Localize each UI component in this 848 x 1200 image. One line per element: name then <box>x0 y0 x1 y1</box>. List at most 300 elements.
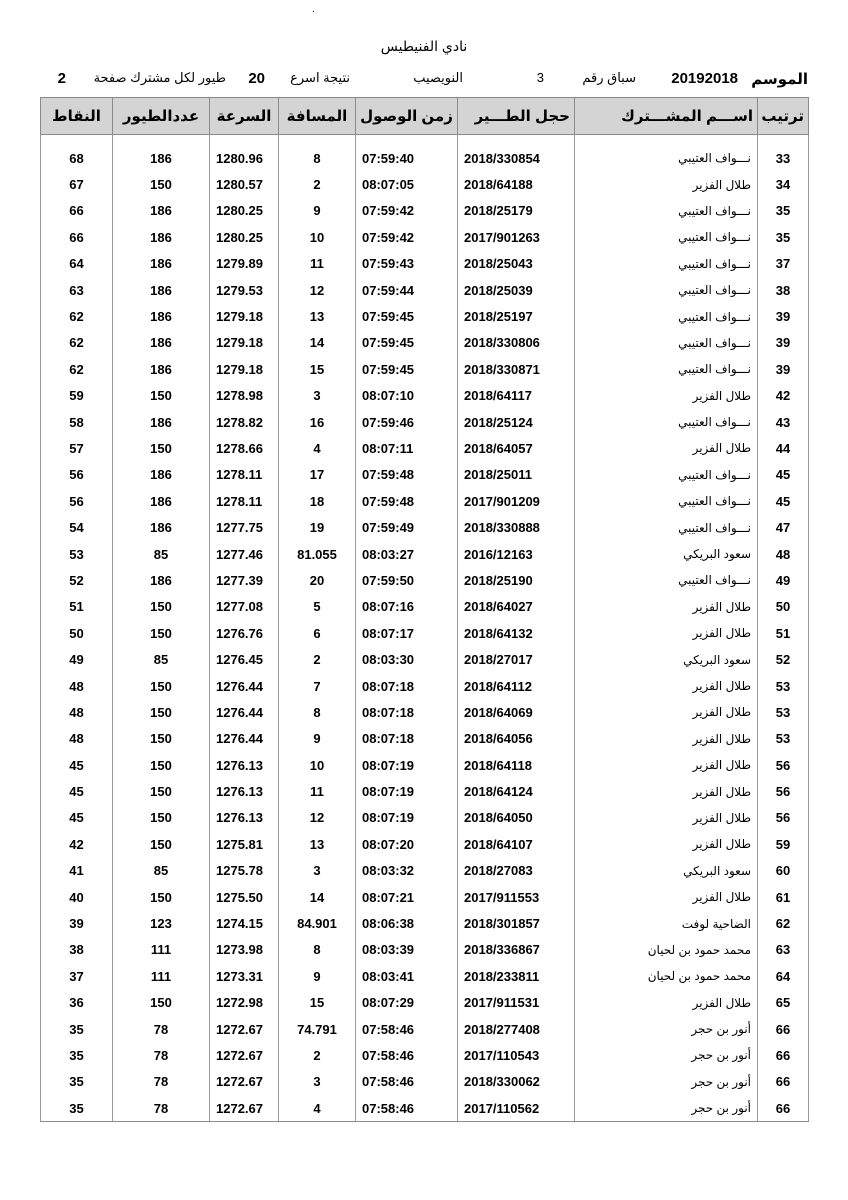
arrival-time-cell: 08:07:05 <box>356 171 458 197</box>
distance-cell: 14 <box>279 884 356 910</box>
bird-count-cell: 150 <box>113 435 210 461</box>
per-member-label: طيور لكل مشترك صفحة <box>93 70 226 85</box>
distance-cell: 4 <box>279 1095 356 1122</box>
bird-count-cell: 186 <box>113 514 210 540</box>
arrival-time-cell: 08:07:16 <box>356 594 458 620</box>
ring-number-cell: 2018/330854 <box>458 135 575 172</box>
member-name-cell: نـــواف العتيبي <box>575 356 758 382</box>
ring-number-cell: 2018/336867 <box>458 937 575 963</box>
points-cell: 41 <box>41 858 113 884</box>
ring-number-cell: 2017/911553 <box>458 884 575 910</box>
arrival-time-cell: 08:07:29 <box>356 990 458 1016</box>
page-number: 2 <box>57 70 66 87</box>
result-count: 20 <box>248 70 265 87</box>
table-row <box>41 726 809 752</box>
member-name-cell: سعود البريكي <box>575 541 758 567</box>
rank-cell: 39 <box>758 330 809 356</box>
arrival-time-cell: 08:07:18 <box>356 726 458 752</box>
arrival-time-cell: 08:07:11 <box>356 435 458 461</box>
distance-cell: 3 <box>279 383 356 409</box>
rank-cell: 53 <box>758 726 809 752</box>
points-cell: 38 <box>41 937 113 963</box>
distance-cell: 7 <box>279 673 356 699</box>
arrival-time-cell: 07:59:49 <box>356 514 458 540</box>
speed-cell: 1277.39 <box>210 567 279 593</box>
points-cell: 42 <box>41 831 113 857</box>
arrival-time-cell: 07:59:42 <box>356 224 458 250</box>
speed-cell: 1278.98 <box>210 383 279 409</box>
points-cell: 68 <box>41 135 113 172</box>
ring-number-cell: 2018/25190 <box>458 567 575 593</box>
bird-count-cell: 78 <box>113 1016 210 1042</box>
bird-count-cell: 150 <box>113 990 210 1016</box>
rank-cell: 51 <box>758 620 809 646</box>
arrival-time-cell: 07:58:46 <box>356 1069 458 1095</box>
table-row <box>41 699 809 725</box>
table-row <box>41 884 809 910</box>
distance-cell: 16 <box>279 409 356 435</box>
ring-number-cell: 2018/64107 <box>458 831 575 857</box>
race-info-line <box>40 70 808 90</box>
speed-cell: 1273.31 <box>210 963 279 989</box>
table-row <box>41 567 809 593</box>
distance-cell: 11 <box>279 778 356 804</box>
bird-count-cell: 111 <box>113 963 210 989</box>
speed-cell: 1274.15 <box>210 910 279 936</box>
points-cell: 59 <box>41 383 113 409</box>
col-ring-header: حجل الطـــير <box>458 98 575 135</box>
bird-count-cell: 186 <box>113 251 210 277</box>
points-cell: 48 <box>41 673 113 699</box>
rank-cell: 63 <box>758 937 809 963</box>
arrival-time-cell: 07:58:46 <box>356 1042 458 1068</box>
member-name-cell: طلال الفزير <box>575 805 758 831</box>
ring-number-cell: 2018/277408 <box>458 1016 575 1042</box>
member-name-cell: أنور بن حجر <box>575 1016 758 1042</box>
points-cell: 66 <box>41 224 113 250</box>
member-name-cell: محمد حمود بن لحيان <box>575 937 758 963</box>
arrival-time-cell: 07:59:48 <box>356 488 458 514</box>
speed-cell: 1280.57 <box>210 171 279 197</box>
points-cell: 62 <box>41 356 113 382</box>
points-cell: 35 <box>41 1016 113 1042</box>
distance-cell: 20 <box>279 567 356 593</box>
ring-number-cell: 2018/330062 <box>458 1069 575 1095</box>
rank-cell: 66 <box>758 1095 809 1122</box>
speed-cell: 1278.11 <box>210 488 279 514</box>
points-cell: 63 <box>41 277 113 303</box>
member-name-cell: محمد حمود بن لحيان <box>575 963 758 989</box>
distance-cell: 10 <box>279 224 356 250</box>
col-birds-header: عددالطيور <box>113 98 210 135</box>
bird-count-cell: 150 <box>113 171 210 197</box>
distance-cell: 14 <box>279 330 356 356</box>
speed-cell: 1280.25 <box>210 198 279 224</box>
ring-number-cell: 2018/27083 <box>458 858 575 884</box>
ring-number-cell: 2018/64117 <box>458 383 575 409</box>
points-cell: 39 <box>41 910 113 936</box>
distance-cell: 4 <box>279 435 356 461</box>
rank-cell: 38 <box>758 277 809 303</box>
table-row <box>41 805 809 831</box>
distance-cell: 81.055 <box>279 541 356 567</box>
table-row <box>41 831 809 857</box>
arrival-time-cell: 08:07:21 <box>356 884 458 910</box>
distance-cell: 13 <box>279 303 356 329</box>
rank-cell: 53 <box>758 673 809 699</box>
arrival-time-cell: 08:03:30 <box>356 646 458 672</box>
arrival-time-cell: 08:07:20 <box>356 831 458 857</box>
speed-cell: 1280.96 <box>210 135 279 172</box>
results-body <box>41 135 809 1122</box>
points-cell: 49 <box>41 646 113 672</box>
ring-number-cell: 2016/12163 <box>458 541 575 567</box>
ring-number-cell: 2018/27017 <box>458 646 575 672</box>
season-label: الموسم <box>751 71 808 88</box>
member-name-cell: نـــواف العتيبي <box>575 277 758 303</box>
ring-number-cell: 2018/64124 <box>458 778 575 804</box>
distance-cell: 17 <box>279 462 356 488</box>
table-row <box>41 277 809 303</box>
points-cell: 67 <box>41 171 113 197</box>
points-cell: 58 <box>41 409 113 435</box>
distance-cell: 6 <box>279 620 356 646</box>
bird-count-cell: 150 <box>113 726 210 752</box>
bird-count-cell: 85 <box>113 541 210 567</box>
speed-cell: 1272.67 <box>210 1042 279 1068</box>
ring-number-cell: 2018/301857 <box>458 910 575 936</box>
rank-cell: 53 <box>758 699 809 725</box>
member-name-cell: طلال الفزير <box>575 171 758 197</box>
rank-cell: 64 <box>758 963 809 989</box>
table-row <box>41 620 809 646</box>
arrival-time-cell: 07:59:45 <box>356 330 458 356</box>
col-points-header: النقاط <box>41 98 113 135</box>
speed-cell: 1275.78 <box>210 858 279 884</box>
member-name-cell: نـــواف العتيبي <box>575 514 758 540</box>
table-row <box>41 673 809 699</box>
arrival-time-cell: 08:03:39 <box>356 937 458 963</box>
arrival-time-cell: 08:07:19 <box>356 778 458 804</box>
bird-count-cell: 78 <box>113 1095 210 1122</box>
table-row <box>41 435 809 461</box>
arrival-time-cell: 07:59:50 <box>356 567 458 593</box>
ring-number-cell: 2018/64112 <box>458 673 575 699</box>
arrival-time-cell: 08:07:19 <box>356 752 458 778</box>
rank-cell: 49 <box>758 567 809 593</box>
points-cell: 45 <box>41 805 113 831</box>
distance-cell: 5 <box>279 594 356 620</box>
ring-number-cell: 2017/110543 <box>458 1042 575 1068</box>
points-cell: 56 <box>41 488 113 514</box>
distance-cell: 19 <box>279 514 356 540</box>
bird-count-cell: 186 <box>113 462 210 488</box>
table-row <box>41 224 809 250</box>
table-row <box>41 1016 809 1042</box>
bird-count-cell: 150 <box>113 620 210 646</box>
rank-cell: 56 <box>758 778 809 804</box>
speed-cell: 1277.08 <box>210 594 279 620</box>
points-cell: 45 <box>41 778 113 804</box>
points-cell: 64 <box>41 251 113 277</box>
speed-cell: 1276.13 <box>210 778 279 804</box>
distance-cell: 18 <box>279 488 356 514</box>
arrival-time-cell: 08:06:38 <box>356 910 458 936</box>
rank-cell: 34 <box>758 171 809 197</box>
distance-cell: 84.901 <box>279 910 356 936</box>
points-cell: 54 <box>41 514 113 540</box>
distance-cell: 9 <box>279 963 356 989</box>
ring-number-cell: 2018/330806 <box>458 330 575 356</box>
results-table <box>40 97 809 1122</box>
table-row <box>41 910 809 936</box>
speed-cell: 1275.81 <box>210 831 279 857</box>
bird-count-cell: 85 <box>113 646 210 672</box>
arrival-time-cell: 07:58:46 <box>356 1095 458 1122</box>
table-row <box>41 937 809 963</box>
speed-cell: 1275.50 <box>210 884 279 910</box>
bird-count-cell: 186 <box>113 330 210 356</box>
ring-number-cell: 2017/110562 <box>458 1095 575 1122</box>
table-row <box>41 135 809 172</box>
ring-number-cell: 2018/25179 <box>458 198 575 224</box>
table-row <box>41 488 809 514</box>
table-row <box>41 383 809 409</box>
rank-cell: 33 <box>758 135 809 172</box>
member-name-cell: سعود البريكي <box>575 858 758 884</box>
rank-cell: 52 <box>758 646 809 672</box>
table-row <box>41 1095 809 1122</box>
bird-count-cell: 186 <box>113 488 210 514</box>
rank-cell: 47 <box>758 514 809 540</box>
distance-cell: 2 <box>279 646 356 672</box>
rank-cell: 66 <box>758 1069 809 1095</box>
arrival-time-cell: 07:59:45 <box>356 356 458 382</box>
table-row <box>41 409 809 435</box>
ring-number-cell: 2018/25043 <box>458 251 575 277</box>
distance-cell: 3 <box>279 858 356 884</box>
member-name-cell: طلال الفزير <box>575 620 758 646</box>
arrival-time-cell: 08:07:10 <box>356 383 458 409</box>
member-name-cell: نـــواف العتيبي <box>575 135 758 172</box>
points-cell: 57 <box>41 435 113 461</box>
distance-cell: 74.791 <box>279 1016 356 1042</box>
rank-cell: 56 <box>758 805 809 831</box>
arrival-time-cell: 07:59:42 <box>356 198 458 224</box>
speed-cell: 1279.18 <box>210 330 279 356</box>
speed-cell: 1276.13 <box>210 805 279 831</box>
member-name-cell: طلال الفزير <box>575 673 758 699</box>
location: النويصيب <box>413 70 463 85</box>
bird-count-cell: 150 <box>113 594 210 620</box>
rank-cell: 42 <box>758 383 809 409</box>
ring-number-cell: 2018/233811 <box>458 963 575 989</box>
table-row <box>41 171 809 197</box>
speed-cell: 1276.44 <box>210 673 279 699</box>
bird-count-cell: 150 <box>113 805 210 831</box>
col-rank-header: ترتيب <box>758 98 809 135</box>
table-row <box>41 303 809 329</box>
arrival-time-cell: 07:59:46 <box>356 409 458 435</box>
arrival-time-cell: 08:07:18 <box>356 699 458 725</box>
points-cell: 62 <box>41 303 113 329</box>
bird-count-cell: 150 <box>113 831 210 857</box>
bird-count-cell: 85 <box>113 858 210 884</box>
arrival-time-cell: 07:59:45 <box>356 303 458 329</box>
ring-number-cell: 2018/64132 <box>458 620 575 646</box>
member-name-cell: طلال الفزير <box>575 594 758 620</box>
speed-cell: 1272.67 <box>210 1069 279 1095</box>
ring-number-cell: 2018/64069 <box>458 699 575 725</box>
bird-count-cell: 150 <box>113 778 210 804</box>
rank-cell: 65 <box>758 990 809 1016</box>
speed-cell: 1280.25 <box>210 224 279 250</box>
member-name-cell: سعود البريكي <box>575 646 758 672</box>
ring-number-cell: 2018/64027 <box>458 594 575 620</box>
points-cell: 48 <box>41 726 113 752</box>
speed-cell: 1276.45 <box>210 646 279 672</box>
distance-cell: 12 <box>279 277 356 303</box>
speed-cell: 1276.44 <box>210 699 279 725</box>
points-cell: 36 <box>41 990 113 1016</box>
distance-cell: 2 <box>279 1042 356 1068</box>
rank-cell: 50 <box>758 594 809 620</box>
distance-cell: 9 <box>279 726 356 752</box>
points-cell: 48 <box>41 699 113 725</box>
speed-cell: 1279.18 <box>210 303 279 329</box>
speed-cell: 1278.66 <box>210 435 279 461</box>
col-distance-header: المسافة <box>279 98 356 135</box>
points-cell: 35 <box>41 1042 113 1068</box>
member-name-cell: طلال الفزير <box>575 383 758 409</box>
distance-cell: 3 <box>279 1069 356 1095</box>
table-row <box>41 778 809 804</box>
ring-number-cell: 2018/330888 <box>458 514 575 540</box>
club-title: نادي الفنيطيس <box>380 38 468 54</box>
speed-cell: 1277.46 <box>210 541 279 567</box>
table-row <box>41 541 809 567</box>
header-row <box>41 98 809 135</box>
bird-count-cell: 186 <box>113 409 210 435</box>
ring-number-cell: 2018/25039 <box>458 277 575 303</box>
points-cell: 40 <box>41 884 113 910</box>
bird-count-cell: 78 <box>113 1042 210 1068</box>
member-name-cell: طلال الفزير <box>575 778 758 804</box>
scan-dot: . <box>312 4 315 15</box>
race-label: سباق رقم <box>582 70 636 85</box>
distance-cell: 8 <box>279 699 356 725</box>
speed-cell: 1272.98 <box>210 990 279 1016</box>
table-row <box>41 356 809 382</box>
rank-cell: 66 <box>758 1042 809 1068</box>
table-row <box>41 594 809 620</box>
rank-cell: 45 <box>758 462 809 488</box>
points-cell: 53 <box>41 541 113 567</box>
distance-cell: 12 <box>279 805 356 831</box>
member-name-cell: أنور بن حجر <box>575 1042 758 1068</box>
points-cell: 50 <box>41 620 113 646</box>
distance-cell: 13 <box>279 831 356 857</box>
table-row <box>41 514 809 540</box>
arrival-time-cell: 08:07:17 <box>356 620 458 646</box>
table-row <box>41 1069 809 1095</box>
distance-cell: 2 <box>279 171 356 197</box>
points-cell: 45 <box>41 752 113 778</box>
arrival-time-cell: 07:59:48 <box>356 462 458 488</box>
arrival-time-cell: 08:03:41 <box>356 963 458 989</box>
table-row <box>41 752 809 778</box>
points-cell: 66 <box>41 198 113 224</box>
member-name-cell: نـــواف العتيبي <box>575 303 758 329</box>
bird-count-cell: 186 <box>113 198 210 224</box>
arrival-time-cell: 07:59:40 <box>356 135 458 172</box>
member-name-cell: نـــواف العتيبي <box>575 251 758 277</box>
bird-count-cell: 186 <box>113 135 210 172</box>
rank-cell: 39 <box>758 303 809 329</box>
speed-cell: 1276.76 <box>210 620 279 646</box>
member-name-cell: نـــواف العتيبي <box>575 198 758 224</box>
bird-count-cell: 111 <box>113 937 210 963</box>
arrival-time-cell: 08:03:32 <box>356 858 458 884</box>
bird-count-cell: 186 <box>113 356 210 382</box>
member-name-cell: طلال الفزير <box>575 990 758 1016</box>
arrival-time-cell: 08:07:19 <box>356 805 458 831</box>
arrival-time-cell: 07:59:43 <box>356 251 458 277</box>
bird-count-cell: 123 <box>113 910 210 936</box>
bird-count-cell: 150 <box>113 752 210 778</box>
member-name-cell: أنور بن حجر <box>575 1095 758 1122</box>
speed-cell: 1279.89 <box>210 251 279 277</box>
member-name-cell: الضاحية لوفت <box>575 910 758 936</box>
points-cell: 51 <box>41 594 113 620</box>
distance-cell: 8 <box>279 135 356 172</box>
points-cell: 35 <box>41 1095 113 1122</box>
rank-cell: 39 <box>758 356 809 382</box>
result-label: نتيجة اسرع <box>290 70 350 85</box>
distance-cell: 9 <box>279 198 356 224</box>
distance-cell: 8 <box>279 937 356 963</box>
rank-cell: 43 <box>758 409 809 435</box>
bird-count-cell: 78 <box>113 1069 210 1095</box>
ring-number-cell: 2017/901263 <box>458 224 575 250</box>
member-name-cell: طلال الفزير <box>575 699 758 725</box>
member-name-cell: طلال الفزير <box>575 435 758 461</box>
rank-cell: 45 <box>758 488 809 514</box>
table-row <box>41 963 809 989</box>
table-row <box>41 330 809 356</box>
rank-cell: 48 <box>758 541 809 567</box>
arrival-time-cell: 08:03:27 <box>356 541 458 567</box>
speed-cell: 1278.11 <box>210 462 279 488</box>
rank-cell: 56 <box>758 752 809 778</box>
points-cell: 56 <box>41 462 113 488</box>
ring-number-cell: 2018/64056 <box>458 726 575 752</box>
season-value: 20192018 <box>671 70 738 87</box>
col-speed-header: السرعة <box>210 98 279 135</box>
rank-cell: 35 <box>758 198 809 224</box>
speed-cell: 1278.82 <box>210 409 279 435</box>
table-row <box>41 858 809 884</box>
member-name-cell: نـــواف العتيبي <box>575 488 758 514</box>
member-name-cell: نـــواف العتيبي <box>575 409 758 435</box>
member-name-cell: طلال الفزير <box>575 884 758 910</box>
table-row <box>41 462 809 488</box>
speed-cell: 1276.13 <box>210 752 279 778</box>
member-name-cell: أنور بن حجر <box>575 1069 758 1095</box>
rank-cell: 60 <box>758 858 809 884</box>
points-cell: 37 <box>41 963 113 989</box>
bird-count-cell: 150 <box>113 699 210 725</box>
